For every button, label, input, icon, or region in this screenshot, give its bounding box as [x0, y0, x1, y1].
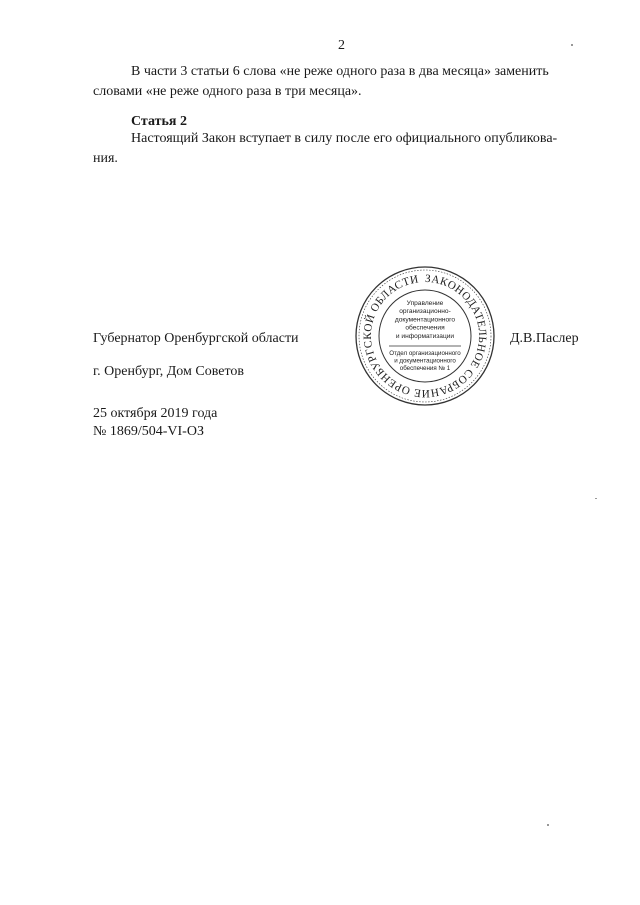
- signatory-name: Д.В.Паслер: [510, 331, 579, 346]
- seal-center-line: обеспечения: [405, 324, 445, 332]
- scan-speck: [547, 824, 549, 826]
- paragraph-line: Настоящий Закон вступает в силу после его официального опубликова-: [131, 131, 558, 146]
- official-seal: [353, 264, 497, 408]
- signatory-position: Губернатор Оренбургской области: [93, 331, 299, 346]
- paragraph-line: В части 3 статьи 6 слова «не реже одного раза в два месяца» заменить: [131, 64, 549, 79]
- law-number: № 1869/504-VI-ОЗ: [93, 424, 204, 439]
- paragraph-line: словами «не реже одного раза в три месяца».: [93, 84, 362, 99]
- svg-text:ЗАКОНОДАТЕЛЬНОЕ СОБРАНИЕ ОРЕНБ: ЗАКОНОДАТЕЛЬНОЕ СОБРАНИЕ ОРЕНБУРГСКОЙ ОБЛАСТИ: [361, 272, 489, 400]
- seal-bottom-line: и документационного: [394, 357, 456, 365]
- scan-speck: [571, 44, 573, 46]
- seal-center-line: организационно-: [399, 308, 451, 316]
- seal-center-line: и информатизации: [395, 332, 455, 340]
- signing-place: г. Оренбург, Дом Советов: [93, 364, 244, 379]
- page-number: 2: [338, 38, 345, 53]
- seal-bottom-line: обеспечения № 1: [399, 364, 451, 372]
- seal-bottom-line: Отдел организационного: [389, 350, 461, 357]
- seal-center-line: документационного: [394, 316, 456, 324]
- seal-center-line: Управление: [406, 300, 444, 307]
- article-heading: Статья 2: [131, 114, 187, 129]
- paragraph-line: ния.: [93, 151, 118, 166]
- signing-date: 25 октября 2019 года: [93, 406, 218, 421]
- scan-speck: [595, 498, 597, 499]
